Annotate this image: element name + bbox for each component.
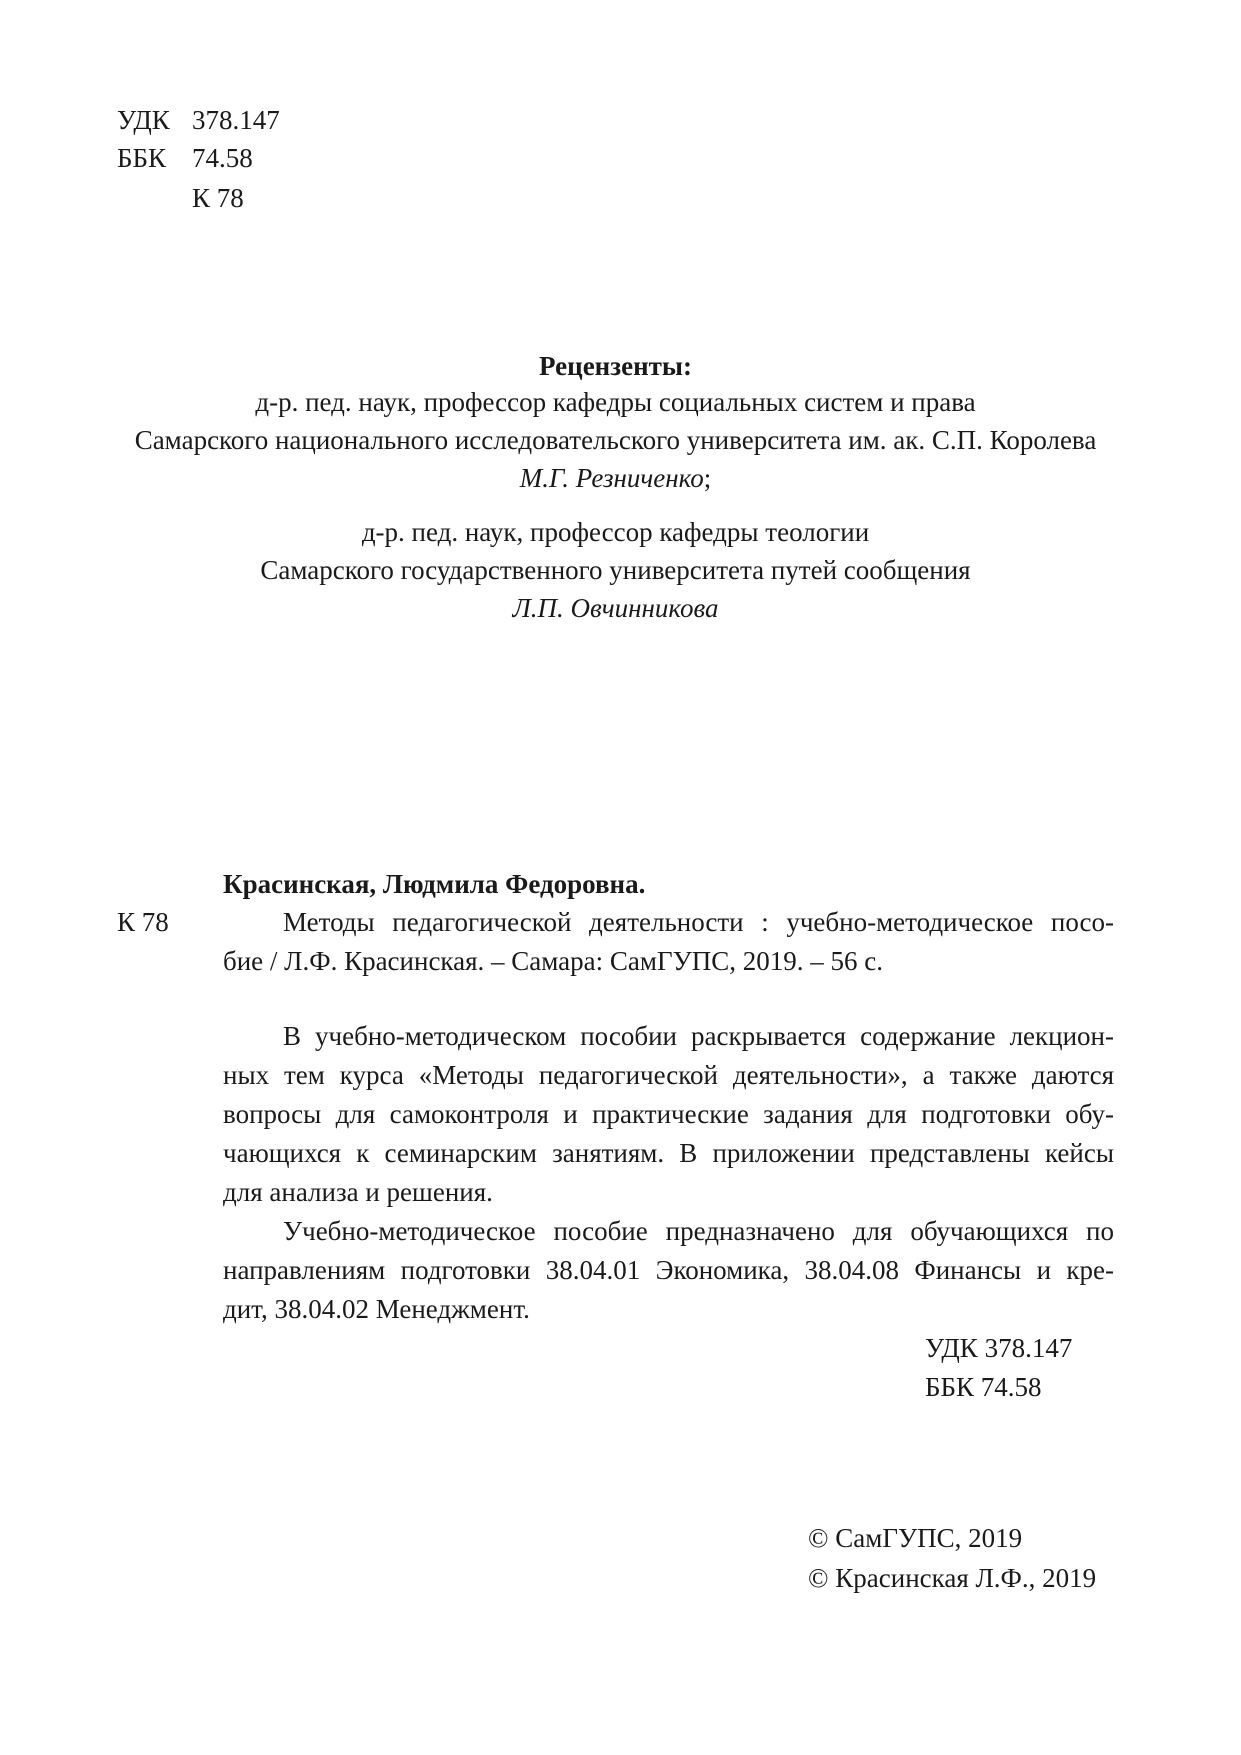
- abstract-p1-line2: ных тем курса «Методы педагогической деятельности», а также даются: [223, 1060, 1114, 1090]
- reviewer2-line1: д-р. пед. наук, профессор кафедры теологии: [361, 517, 870, 547]
- reviewer1-name: М.Г. Резниченко: [519, 463, 704, 493]
- record-title-line2: бие / Л.Ф. Красинская. – Самара: СамГУПС, 2019. – 56 с.: [223, 946, 883, 976]
- abstract-p1-line5: для анализа и решения.: [223, 1177, 493, 1207]
- copyright-line1: © СамГУПС, 2019: [808, 1523, 1023, 1553]
- abstract-p2-line1: Учебно-методическое пособие предназначено для обучающихся по: [283, 1216, 1114, 1246]
- udk-value: 378.147: [192, 105, 280, 135]
- reviewer2-name: Л.П. Овчинникова: [512, 593, 719, 623]
- udk-label: УДК: [117, 105, 170, 135]
- abstract-p1-line3: вопросы для самоконтроля и практические задания для подготовки обу-: [223, 1099, 1114, 1129]
- reviewer1-name-line: [0, 462, 1236, 494]
- index-udk: УДК 378.147: [925, 1333, 1073, 1363]
- bbk-label: ББК: [117, 143, 167, 173]
- reviewer1-name-suffix: ;: [703, 463, 712, 493]
- author-sign: К 78: [192, 183, 244, 213]
- reviewer1-line2: Самарского национального исследовательского университета им. ак. С.П. Королева: [134, 425, 1097, 455]
- abstract-p1-line1: В учебно-методическом пособии раскрывается содержание лекцион-: [283, 1021, 1114, 1051]
- abstract-p1-line4: чающихся к семинарским занятиям. В приложении представлены кейсы: [223, 1138, 1114, 1168]
- abstract-p2-line3: дит, 38.04.02 Менеджмент.: [223, 1294, 530, 1324]
- abstract-p2-line2: направлениям подготовки 38.04.01 Экономика, 38.04.08 Финансы и кре-: [223, 1255, 1114, 1285]
- copyright-line2: © Красинская Л.Ф., 2019: [808, 1563, 1097, 1593]
- record-author: Красинская, Людмила Федоровна.: [223, 869, 646, 899]
- index-bbk: ББК 74.58: [925, 1372, 1042, 1402]
- reviewers-heading: Рецензенты:: [539, 351, 692, 381]
- reviewer1-line1: д-р. пед. наук, профессор кафедры социальных систем и права: [255, 387, 976, 417]
- reviewer2-line2: Самарского государственного университета путей сообщения: [260, 555, 971, 585]
- record-sign: К 78: [117, 907, 169, 937]
- record-title-line1: Методы педагогической деятельности : учебно-методическое посо-: [283, 907, 1114, 937]
- bbk-value: 74.58: [192, 143, 253, 173]
